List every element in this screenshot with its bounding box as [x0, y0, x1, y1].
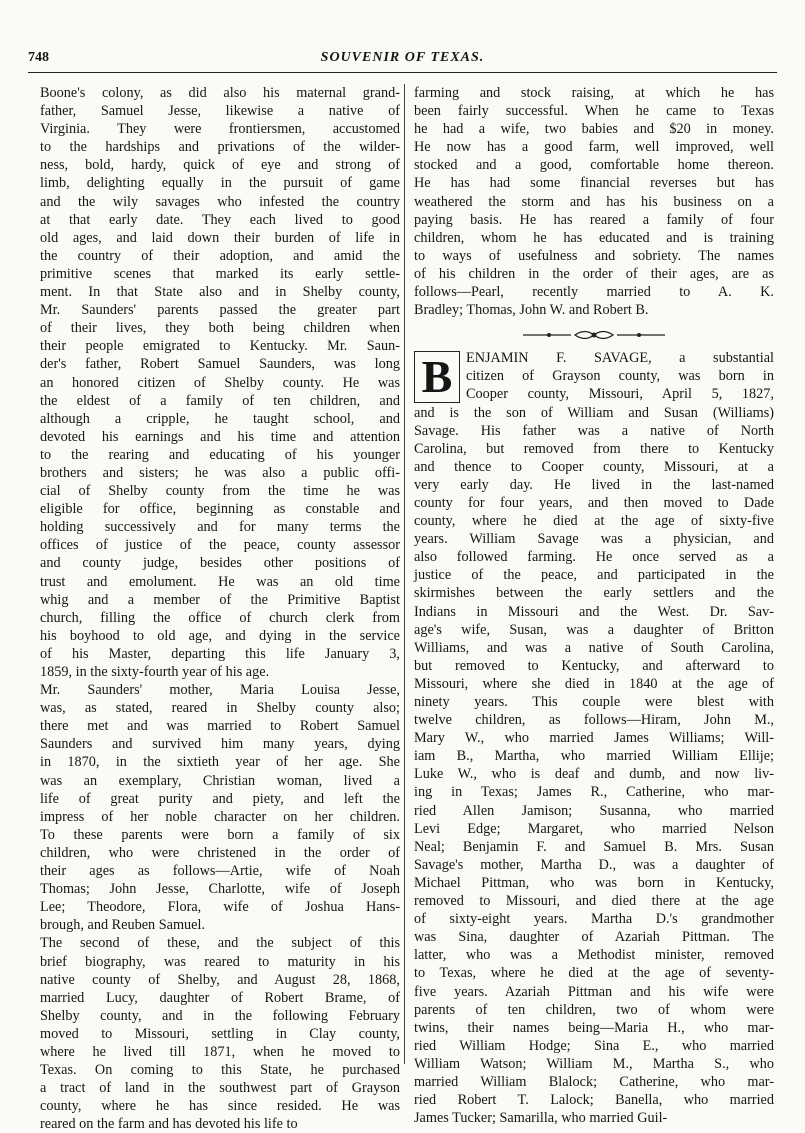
section-ornament	[414, 323, 774, 345]
text-line: Mary W., who married James Williams; Will-	[414, 730, 774, 747]
text-line: parents of ten children, two of whom were	[414, 1001, 774, 1018]
text-line: county, where he has since resided. He was	[40, 1098, 400, 1115]
text-line: Boone's colony, as did also his maternal grand-	[40, 85, 400, 101]
text-line: five years. Azariah Pittman and his wife were	[414, 983, 774, 1000]
header-rule	[28, 72, 777, 73]
text-line: to ways of usefulness and sobriety. The names	[414, 247, 774, 264]
text-line: limb, delighting equally in the pursuit of game	[40, 175, 400, 192]
text-line: old ages, and laid down their burden of life in	[40, 229, 400, 246]
text-line: impress of her noble character on her children.	[40, 808, 400, 825]
biography-savage	[414, 349, 774, 1127]
text-line: there met and was married to Robert Samuel	[40, 718, 400, 735]
text-line: eligible for office, beginning as constable and	[40, 501, 400, 518]
text-line: twins, their names being—Maria H., who mar-	[414, 1019, 774, 1036]
text-line: To these parents were born a family of six	[40, 826, 400, 843]
text-line: primitive scenes that marked its early settle-	[40, 265, 400, 282]
ornament-icon	[519, 328, 669, 342]
text-line: his boyhood to old age, and dying in the service	[40, 627, 400, 644]
text-line: latter, who was a Methodist minister, removed	[414, 947, 774, 964]
text-line: father, Samuel Jesse, likewise a native of	[40, 103, 400, 120]
text-line: Mr. Saunders' mother, Maria Louisa Jesse,	[40, 682, 400, 699]
text-line: years. William Savage was a physician, and	[414, 531, 774, 548]
text-line: also followed farming. He once served as a	[414, 549, 774, 566]
text-line: cial of Shelby county from the time he was	[40, 483, 400, 500]
text-line: an honored citizen of Shelby county. He was	[40, 374, 400, 391]
text-line: at that early date. They each lived to good	[40, 211, 400, 228]
text-line: life of great purity and piety, and left the	[40, 790, 400, 807]
text-line: ment. In that State also and in Shelby county,	[40, 284, 400, 301]
text-line: reared on the farm and has devoted his life to	[40, 1116, 298, 1133]
text-line: children, whom he has educated and is training	[414, 229, 774, 246]
text-line: was, as stated, reared in Shelby county also;	[40, 700, 400, 717]
text-line: Thomas; John Jesse, Charlotte, wife of Joseph	[40, 881, 400, 898]
text-line: Lee; Theodore, Flora, wife of Joshua Hans-	[40, 899, 400, 916]
text-line: weathered the storm and has his business on a	[414, 193, 774, 210]
text-line: farming and stock raising, at which he has	[414, 85, 774, 101]
text-line: of his children in the order of their ages, are as	[414, 265, 774, 282]
text-line: Virginia. They were frontiersmen, accustomed	[40, 121, 400, 138]
text-line: been fairly successful. When he came to Texas	[414, 103, 774, 120]
text-line: of his Master, departing this life January 3,	[40, 645, 400, 662]
text-line: skirmishes between the early settlers and the	[414, 585, 774, 602]
text-line: moved to Missouri, settling in Clay county,	[40, 1025, 400, 1042]
page-header	[28, 50, 777, 70]
text-line: Missouri, where she died in 1840 at the age of	[414, 675, 774, 692]
text-line: ried Robert T. Lalock; Banella, who married	[414, 1092, 774, 1109]
text-line: although a cripple, he taught school, and	[40, 410, 400, 427]
text-line: church, filling the office of church clerk from	[40, 609, 400, 626]
text-line: ing in Texas; James R., Catherine, who mar-	[414, 784, 774, 801]
text-line: justice of the peace, and participated in the	[414, 567, 774, 584]
text-line: of sixty-eight years. Martha D.'s grandmother	[414, 911, 774, 928]
text-line: where he lived till 1871, when he moved to	[40, 1043, 400, 1060]
biography-body	[414, 404, 774, 1128]
text-line: ENJAMIN F. SAVAGE, a substantial	[466, 350, 774, 367]
text-line: and is the son of William and Susan (Williams)	[414, 404, 774, 421]
text-line: Carolina, but removed from there to Kentucky	[414, 440, 774, 457]
text-line: citizen of Grayson county, was born in	[466, 368, 774, 385]
text-line: Williams, and was a native of South Carolina,	[414, 639, 774, 656]
text-line: holding successively and for many terms the	[40, 519, 400, 536]
text-line: but removed to Kentucky, and afterward to	[414, 657, 774, 674]
text-line: in 1870, in the sixtieth year of her age. She	[40, 754, 400, 771]
text-line: follows—Pearl, recently married to A. K.	[414, 284, 774, 301]
text-line: their people emigrated to Kentucky. Mr. Saun-	[40, 338, 400, 355]
text-line: to the rearing and educating of his younger	[40, 446, 400, 463]
text-line: Michael Pittman, who was born in Kentucky,	[414, 874, 774, 891]
page-number: 748	[28, 50, 49, 65]
text-line: ried Allen Jamison; Susanna, who married	[414, 802, 774, 819]
text-line: Savage. His father was a native of North	[414, 422, 774, 439]
text-line: of their lives, they both being children when	[40, 320, 400, 337]
text-line: The second of these, and the subject of this	[40, 935, 400, 952]
text-line: and the wily savages who infested the country	[40, 193, 400, 210]
text-line: Indians in Missouri and the West. Dr. Sav-	[414, 603, 774, 620]
text-line: He now has a good farm, well improved, well	[414, 139, 774, 156]
text-line: Saunders and survived him many years, dying	[40, 736, 400, 753]
text-line: James Tucker; Samarilla, who married Guil-	[414, 1110, 668, 1127]
text-line: William Watson; William M., Martha S., who	[414, 1055, 774, 1072]
text-line: their ages as follows—Artie, wife of Noah	[40, 863, 400, 880]
column-divider	[404, 84, 405, 1064]
text-line: removed to Missouri, and died there at the age	[414, 893, 774, 910]
text-line: married Lucy, daughter of Robert Brame, of	[40, 989, 400, 1006]
text-line: twelve children, as follows—Hiram, John M.,	[414, 712, 774, 729]
right-column-continuation	[414, 84, 774, 319]
text-line: native county of Shelby, and August 28, 1868,	[40, 971, 400, 988]
text-line: Bradley; Thomas, John W. and Robert B.	[414, 302, 649, 319]
text-line: Shelby county, and in the following February	[40, 1007, 400, 1024]
text-line: ninety years. This couple were blest with	[414, 694, 774, 710]
text-line: Texas. On coming to this State, he purchased	[40, 1062, 400, 1079]
text-line: he had a wife, two babies and $20 in money.	[414, 121, 774, 138]
text-line: and thence to Cooper county, Missouri, at a	[414, 458, 774, 475]
text-line: to Texas, where he died at the age of seventy-	[414, 965, 774, 982]
text-line: very early day. He lived in the last-named	[414, 476, 774, 493]
text-line: to the hardships and privations of the wilder-	[40, 139, 400, 156]
text-line: Savage's mother, Martha D., was a daughter of	[414, 856, 774, 873]
text-line: the eldest of a family of ten children, and	[40, 392, 400, 409]
text-line: 1859, in the sixty-fourth year of his age.	[40, 664, 270, 680]
text-line: iam B., Martha, who married William Ellije;	[414, 748, 774, 765]
drop-cap: B	[414, 351, 460, 403]
text-line: Luke W., who is deaf and dumb, and now liv-	[414, 766, 774, 783]
text-line: the country of their adoption, and amid the	[40, 247, 400, 264]
text-line: der's father, Robert Samuel Saunders, was long	[40, 356, 400, 373]
text-line: was Sina, daughter of Azariah Pittman. The	[414, 929, 774, 946]
text-line: ness, bold, hardy, quick of eye and strong of	[40, 157, 400, 174]
right-column	[414, 84, 774, 1127]
text-line: offices of justice of the peace, county assessor	[40, 537, 400, 554]
text-line: brief biography, was reared to maturity in his	[40, 953, 400, 970]
text-line: county for four years, and then moved to Dade	[414, 494, 774, 511]
text-line: stocked and a good, comfortable home thereon.	[414, 157, 774, 174]
text-line: Mr. Saunders' parents passed the greater part	[40, 302, 400, 319]
text-line: devoted his earnings and his time and attention	[40, 428, 400, 445]
text-line: Cooper county, Missouri, April 5, 1827,	[466, 386, 774, 403]
left-column	[40, 84, 400, 1133]
text-line: married William Blalock; Catherine, who mar-	[414, 1073, 774, 1090]
text-line: brothers and sisters; he was also a public offi-	[40, 464, 400, 481]
text-line: children, who were christened in the order of	[40, 844, 400, 861]
text-line: brough, and Reuben Samuel.	[40, 917, 206, 934]
text-line: age's wife, Susan, was a daughter of Britton	[414, 621, 774, 638]
text-line: Neal; Benjamin F. and Samuel B. Mrs. Susan	[414, 838, 774, 855]
text-line: ried William Hodge; Sina E., who married	[414, 1037, 774, 1054]
text-line: county, where he died at the age of sixty-five	[414, 513, 774, 530]
text-line: a tract of land in the southwest part of Grayson	[40, 1080, 400, 1097]
text-line: and county judge, besides other positions of	[40, 555, 400, 572]
text-line: was an exemplary, Christian woman, lived a	[40, 772, 400, 789]
text-line: whig and a member of the Primitive Baptist	[40, 591, 400, 608]
text-line: Levi Edge; Margaret, who married Nelson	[414, 820, 774, 837]
text-line: trust and emolument. He was an old time	[40, 573, 400, 590]
biography-intro	[414, 349, 774, 403]
text-line: paying basis. He has reared a family of four	[414, 211, 774, 228]
text-line: He has had some financial reverses but has	[414, 175, 774, 192]
running-title: SOUVENIR OF TEXAS.	[320, 50, 485, 65]
